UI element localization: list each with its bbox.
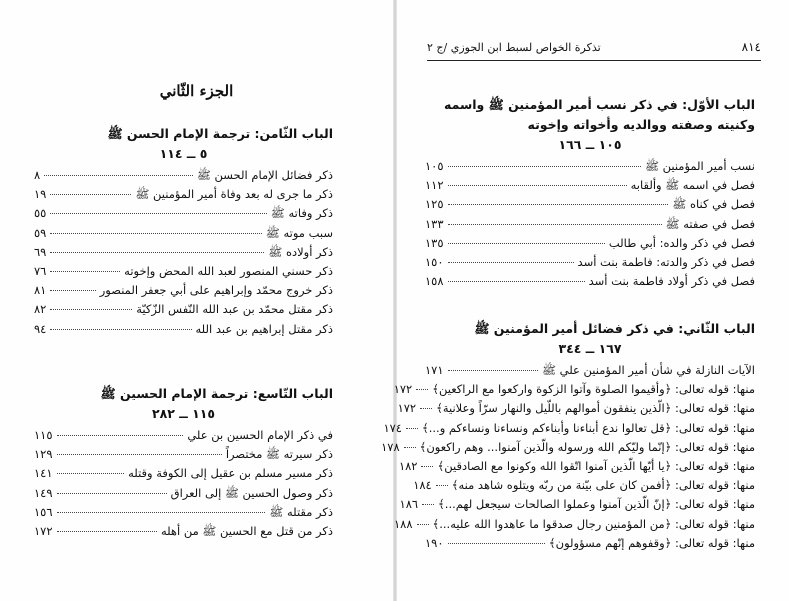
dot-leader [50, 309, 132, 310]
chapter-page-range: ١٠٥ ــ ١٦٦ [558, 137, 622, 152]
entry-title: ذكر سيرته ﷺ مختصراً [225, 447, 333, 462]
dot-leader [50, 329, 191, 330]
toc-entry[interactable] [34, 486, 333, 505]
entry-page: ١٧٤ [383, 420, 402, 435]
entry-page: ٥٥ [34, 206, 47, 221]
toc-list [425, 159, 755, 293]
toc-entry[interactable] [34, 187, 333, 206]
entry-page: ٨ [34, 168, 41, 182]
entry-page: ١٤٩ [34, 485, 53, 500]
toc-entry[interactable] [393, 382, 755, 401]
dot-leader [448, 370, 539, 371]
dot-leader [417, 524, 429, 525]
entry-title: منها: قوله تعالى: ﴿أفمن كان على بيّنة من ربّه ويتلوه شاهد منه﴾ [451, 478, 755, 493]
entry-page: ١١٥ [34, 428, 53, 442]
chapter-heading: الباب الثّامن: ترجمة الإمام الحسن ﷺ [107, 126, 333, 141]
right-page [381, 0, 789, 601]
toc-entry[interactable] [425, 255, 755, 274]
entry-title: ذكر وفاته ﷺ [270, 206, 333, 221]
toc-entry[interactable] [399, 497, 755, 516]
chapter-page-range: ١٦٧ ــ ٣٤٤ [558, 341, 622, 356]
entry-title: منها: قوله تعالى: ﴿الّذين ينفقون أموالهم باللّيل والنهار سرّاً وعلانية﴾ [436, 401, 755, 416]
toc-entry[interactable] [34, 447, 333, 466]
dot-leader [448, 204, 669, 205]
dot-leader [448, 543, 545, 544]
dot-leader [50, 290, 95, 291]
entry-page: ١٧٨ [381, 439, 400, 454]
toc-entry[interactable] [34, 302, 333, 321]
entry-page: ٨٢ [34, 302, 47, 317]
entry-title: ذكر مسير مسلم بن عقيل إلى الكوفة وقتله [128, 466, 333, 481]
dot-leader [420, 408, 432, 409]
toc-entry[interactable] [34, 264, 333, 283]
entry-title: ذكر مقتل محمّد بن عبد الله النّفس الزّكيّة [136, 302, 333, 317]
toc-entry[interactable] [34, 226, 333, 245]
entry-page: ١٨٤ [413, 478, 432, 493]
entry-title: فصل في ذكر والده: أبي طالب [608, 235, 755, 250]
entry-page: ١٢٥ [425, 197, 444, 212]
toc-entry[interactable] [425, 363, 755, 382]
dot-leader [44, 175, 193, 176]
entry-title: الآيات النازلة في شأن أمير المؤمنين علي ﷺ [542, 363, 755, 377]
entry-title: منها: قوله تعالى: ﴿يا أيّها الّذين آمنوا اتّقوا الله وكونوا مع الصادقين﴾ [437, 458, 755, 473]
entry-page: ١١٢ [425, 178, 444, 193]
chapter-heading: الباب الأوّل: في ذكر نسب أمير المؤمنين ﷺ واسمه وكنيته وصفته ووالديه وأخواته وإخوته [444, 97, 755, 132]
entry-title: منها: قوله تعالى: ﴿من المؤمنين رجال صدقوا ما عاهدوا الله عليه...﴾ [432, 516, 755, 531]
entry-page: ١٨٢ [398, 458, 418, 473]
dot-leader [448, 166, 642, 167]
page-number: ٨١٤ [741, 40, 761, 54]
dot-leader [57, 473, 125, 474]
entry-page: ٥٩ [34, 225, 47, 240]
dot-leader [57, 531, 157, 532]
dot-leader [406, 428, 418, 429]
dot-leader [416, 389, 428, 390]
toc-entry[interactable] [383, 420, 755, 440]
entry-title: منها: قوله تعالى: ﴿إنّما وليّكم الله ورسوله والّذين آمنوا... وهم راكعون﴾ [419, 439, 755, 454]
entry-title: نسب أمير المؤمنين ﷺ [645, 159, 755, 173]
entry-title: فصل في ذكر والدته: فاطمة بنت أسد [577, 254, 755, 269]
dot-leader [448, 281, 585, 282]
entry-title: ذكر مقتل إبراهيم بن عبد الله [195, 321, 333, 336]
header-rule [427, 60, 761, 61]
entry-title: فصل في ذكر أولاد فاطمة بنت أسد [588, 274, 755, 289]
part-title: الجزء الثّاني [159, 82, 234, 100]
dot-leader [448, 224, 662, 225]
toc-entry[interactable] [425, 159, 755, 178]
entry-page: ١٧٢ [393, 382, 413, 397]
entry-page: ٩٤ [34, 321, 47, 336]
toc-list [34, 168, 333, 341]
entry-page: ١٧٢ [397, 401, 417, 416]
toc-entry[interactable] [34, 206, 333, 225]
entry-page: ١٣٣ [425, 216, 444, 231]
left-page [0, 0, 393, 601]
dot-leader [50, 233, 262, 234]
entry-title: فصل في اسمه ﷺ وألقابه [630, 178, 755, 193]
toc-entry[interactable] [34, 168, 333, 187]
dot-leader [57, 512, 266, 513]
entry-title: منها: قوله تعالى: ﴿وأقيموا الصلوة وآتوا الزكوة واركعوا مع الراكعين﴾ [432, 382, 755, 397]
dot-leader [57, 454, 222, 455]
chapter-heading: الباب الثّاني: في ذكر فضائل أمير المؤمنين ﷺ [474, 321, 755, 336]
entry-page: ١٢٩ [34, 447, 53, 462]
dot-leader [448, 262, 574, 263]
entry-page: ١٠٥ [425, 159, 444, 173]
entry-title: ذكر وصول الحسين ﷺ إلى العراق [170, 485, 333, 500]
dot-leader [421, 466, 433, 467]
toc-entry[interactable] [425, 536, 755, 555]
toc-entry[interactable] [34, 322, 333, 341]
toc-entry[interactable] [425, 236, 755, 255]
toc-entry[interactable] [425, 217, 755, 236]
toc-entry[interactable] [425, 274, 755, 293]
entry-title: فصل في كناه ﷺ [672, 197, 755, 212]
toc-entry[interactable] [393, 516, 755, 536]
entry-page: ٦٩ [34, 244, 47, 259]
toc-entry[interactable] [381, 439, 755, 459]
chapter-heading: الباب التّاسع: ترجمة الإمام الحسين ﷺ [100, 386, 333, 401]
toc-entry[interactable] [398, 458, 755, 478]
entry-title: ذكر فضائل الإمام الحسن ﷺ [196, 168, 333, 182]
dot-leader [448, 243, 605, 244]
entry-page: ١٥٠ [425, 254, 444, 269]
entry-page: ١٤١ [34, 466, 53, 481]
dot-leader [50, 271, 120, 272]
entry-title: ذكر حسني المنصور لعبد الله المحض وإخوته [124, 263, 333, 278]
dot-leader [448, 185, 627, 186]
dot-leader [50, 252, 264, 253]
chapter-2 [381, 318, 789, 555]
entry-page: ١٧٢ [34, 523, 53, 538]
entry-page: ١٧١ [425, 363, 444, 377]
toc-list [381, 363, 755, 555]
entry-title: ذكر خروج محمّد وإبراهيم على أبي جعفر المنصور [99, 283, 333, 298]
entry-title: منها: قوله تعالى: ﴿وقفوهم إنّهم مسؤولون﴾ [548, 535, 755, 550]
toc-entry[interactable] [413, 478, 755, 497]
entry-page: ١٥٨ [425, 274, 444, 289]
dot-leader [57, 493, 167, 494]
toc-entry[interactable] [34, 283, 333, 302]
entry-page: ١٩ [34, 187, 47, 202]
toc-list [34, 428, 333, 543]
chapter-1 [397, 95, 789, 293]
dot-leader [50, 194, 131, 195]
entry-title: فصل في صفته ﷺ [665, 216, 755, 231]
entry-page: ١٥٦ [34, 504, 53, 519]
entry-page: ٨١ [34, 283, 47, 298]
entry-title: ذكر مقتله ﷺ [269, 504, 333, 519]
running-title: تذكرة الخواص لسبط ابن الجوزي /ج ٢ [427, 40, 601, 54]
entry-page: ٧٦ [34, 263, 47, 278]
toc-entry[interactable] [34, 466, 333, 485]
toc-entry[interactable] [397, 401, 755, 420]
toc-entry[interactable] [34, 428, 333, 447]
dot-leader [50, 213, 267, 214]
entry-page: ١٣٥ [425, 235, 444, 250]
dot-leader [57, 435, 184, 436]
chapter-8 [0, 123, 393, 341]
entry-title: في ذكر الإمام الحسين بن علي [187, 428, 333, 442]
entry-title: ذكر من قتل مع الحسين ﷺ من أهله [160, 523, 333, 538]
entry-page: ١٨٦ [399, 497, 419, 512]
dot-leader [422, 504, 434, 505]
entry-title: ذكر ما جرى له بعد وفاة أمير المؤمنين ﷺ [135, 187, 333, 202]
toc-entry[interactable] [425, 178, 755, 197]
toc-entry[interactable] [34, 245, 333, 264]
dot-leader [404, 447, 416, 448]
entry-title: منها: قوله تعالى: ﴿قل تعالوا ندع أبناءنا وأبناءكم ونساءنا ونساءكم و...﴾ [421, 420, 755, 435]
entry-title: سبب موته ﷺ [265, 225, 333, 240]
entry-page: ١٨٨ [393, 516, 413, 531]
toc-entry[interactable] [425, 197, 755, 216]
entry-page: ١٩٠ [425, 535, 444, 550]
entry-title: منها: قوله تعالى: ﴿إنّ الّذين آمنوا وعملوا الصالحات سيجعل لهم...﴾ [438, 497, 755, 512]
chapter-9 [0, 383, 393, 543]
running-header [427, 38, 761, 56]
entry-title: ذكر أولاده ﷺ [268, 244, 333, 259]
chapter-page-range: ١١٥ ــ ٢٨٢ [151, 406, 216, 421]
toc-entry[interactable] [34, 524, 333, 543]
chapter-page-range: ٥ ــ ١١٤ [159, 146, 208, 161]
toc-entry[interactable] [34, 505, 333, 524]
dot-leader [436, 485, 448, 486]
